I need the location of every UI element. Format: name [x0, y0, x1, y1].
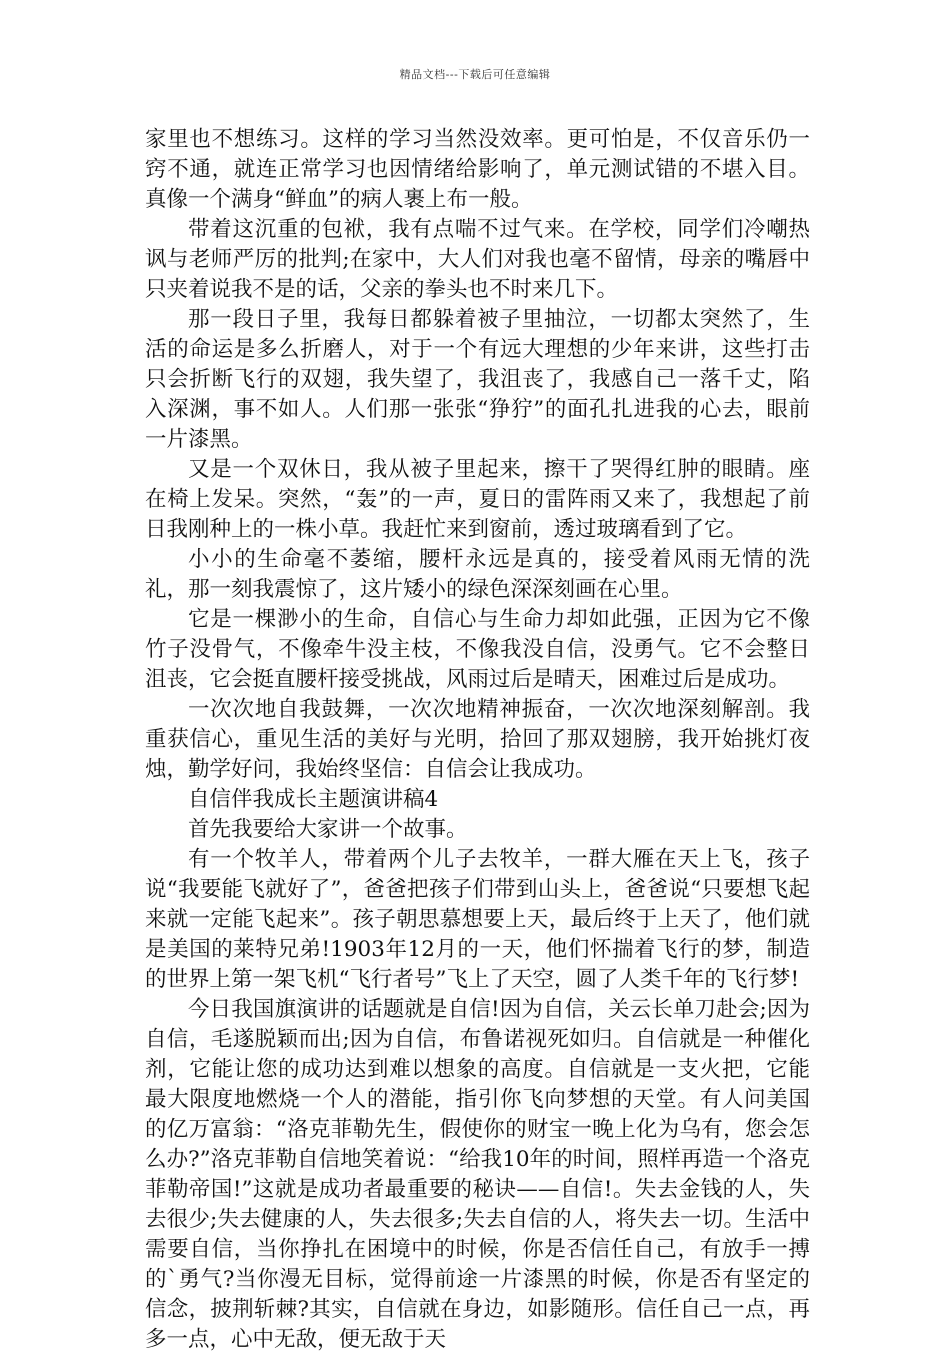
- paragraph: 一次次地自我鼓舞，一次次地精神振奋，一次次地深刻解剖。我重获信心，重见生活的美好与光明，拾回了那双翅膀，我开始挑灯夜烛，勤学好问，我始终坚信：自信会让我成功。: [145, 697, 810, 782]
- paragraph: 又是一个双休日，我从被子里起来，擦干了哭得红肿的眼睛。座在椅上发呆。突然，“轰”的一声，夏日的雷阵雨又来了，我想起了前日我刚种上的一株小草。我赶忙来到窗前，透过玻璃看到了它。: [145, 457, 810, 542]
- paragraph: 有一个牧羊人，带着两个儿子去牧羊，一群大雁在天上飞，孩子说“我要能飞就好了”，爸爸把孩子们带到山头上，爸爸说“只要想飞起来就一定能飞起来”。孩子朝思慕想要上天，最后终于上天了，他们就是美国的莱特兄弟!1903年12月的一天，他们怀揣着飞行的梦，制造的世界上第一架飞机“飞行者号”飞上了天空，圆了人类千年的飞行梦!: [145, 847, 810, 992]
- paragraph: 带着这沉重的包袱，我有点喘不过气来。在学校，同学们冷嘲热讽与老师严厉的批判;在家中，大人们对我也毫不留情，母亲的嘴唇中只夹着说我不是的话，父亲的拳头也不时来几下。: [145, 217, 810, 302]
- paragraph: 家里也不想练习。这样的学习当然没效率。更可怕是，不仅音乐仍一窍不通，就连正常学习也因情绪给影响了，单元测试错的不堪入目。真像一个满身“鲜血”的病人裹上布一般。: [145, 127, 810, 212]
- document-body: [145, 125, 810, 1355]
- paragraph: 它是一棵渺小的生命，自信心与生命力却如此强，正因为它不像竹子没骨气，不像牵牛没主枝，不像我没自信，没勇气。它不会整日沮丧，它会挺直腰杆接受挑战，风雨过后是晴天，困难过后是成功。: [145, 607, 810, 692]
- paragraph: 小小的生命毫不萎缩，腰杆永远是真的，接受着风雨无情的洗礼，那一刻我震惊了，这片矮小的绿色深深刻画在心里。: [145, 547, 810, 602]
- page-header: 精品文档---下载后可任意编辑: [399, 68, 551, 81]
- paragraph: 今日我国旗演讲的话题就是自信!因为自信，关云长单刀赴会;因为自信，毛遂脱颖而出;因为自信，布鲁诺视死如归。自信就是一种催化剂，它能让您的成功达到难以想象的高度。自信就是一支火把，它能最大限度地燃烧一个人的潜能，指引你飞向梦想的天堂。有人问美国的亿万富翁：“洛克菲勒先生，假使你的财宝一晚上化为乌有，您会怎么办?”洛克菲勒自信地笑着说：“给我10年的时间，照样再造一个洛克菲勒帝国!”这就是成功者最重要的秘诀——自信!。失去金钱的人，失去很少;失去健康的人，失去很多;失去自信的人，将失去一切。生活中需要自信，当你挣扎在困境中的时候，你是否信任自己，有放手一搏的`勇气?当你漫无目标，觉得前途一片漆黑的时候，你是否有坚定的信念，披荆斩棘?其实，自信就在身边，如影随形。信任自己一点，再多一点，心中无敌，便无敌于天: [145, 997, 810, 1352]
- paragraph: 首先我要给大家讲一个故事。: [188, 817, 468, 842]
- paragraph: 那一段日子里，我每日都躲着被子里抽泣，一切都太突然了，生活的命运是多么折磨人，对于一个有远大理想的少年来讲，这些打击只会折断飞行的双翅，我失望了，我沮丧了，我感自己一落千丈，陷入深渊，事不如人。人们那一张张“狰狞”的面孔扎进我的心去，眼前一片漆黑。: [145, 307, 810, 452]
- section-title: 自信伴我成长主题演讲稿4: [188, 787, 439, 812]
